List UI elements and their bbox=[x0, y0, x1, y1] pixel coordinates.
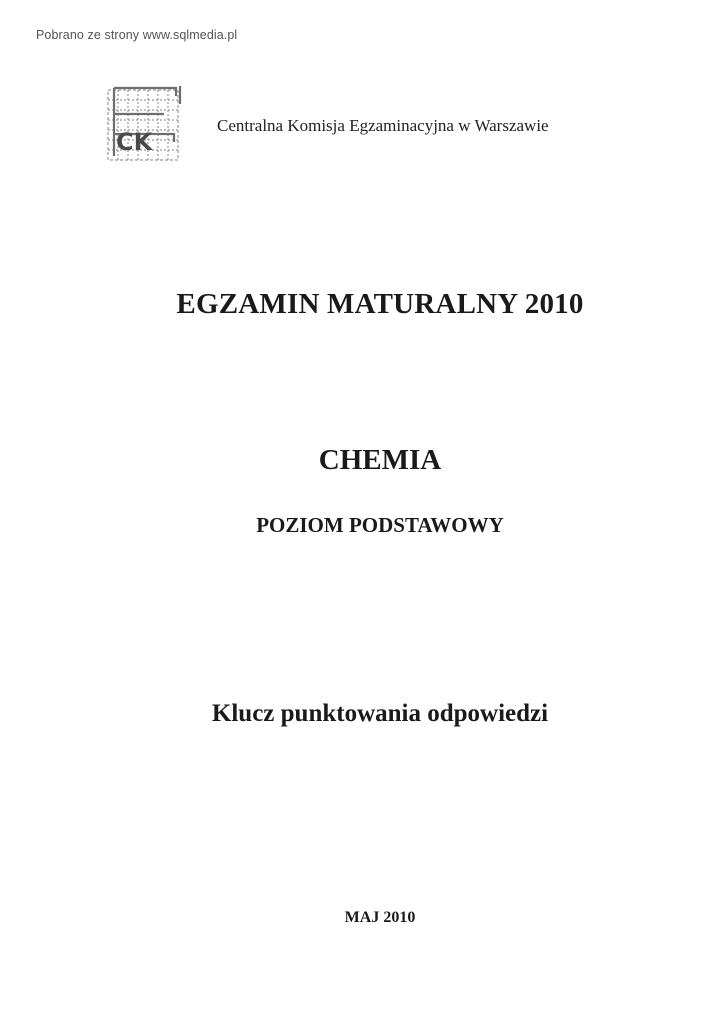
cke-logo-icon bbox=[104, 84, 188, 164]
exam-title: EGZAMIN MATURALNY 2010 bbox=[176, 288, 584, 320]
institution-name: Centralna Komisja Egzaminacyjna w Warszawie bbox=[217, 116, 549, 135]
logo-text: CK bbox=[116, 128, 153, 156]
subject-title: CHEMIA bbox=[318, 444, 442, 476]
source-note: Pobrano ze strony www.sqlmedia.pl bbox=[36, 28, 238, 42]
level-subtitle: POZIOM PODSTAWOWY bbox=[256, 513, 504, 537]
answer-key-title: Klucz punktowania odpowiedzi bbox=[211, 700, 549, 727]
exam-date: MAJ 2010 bbox=[344, 909, 416, 926]
